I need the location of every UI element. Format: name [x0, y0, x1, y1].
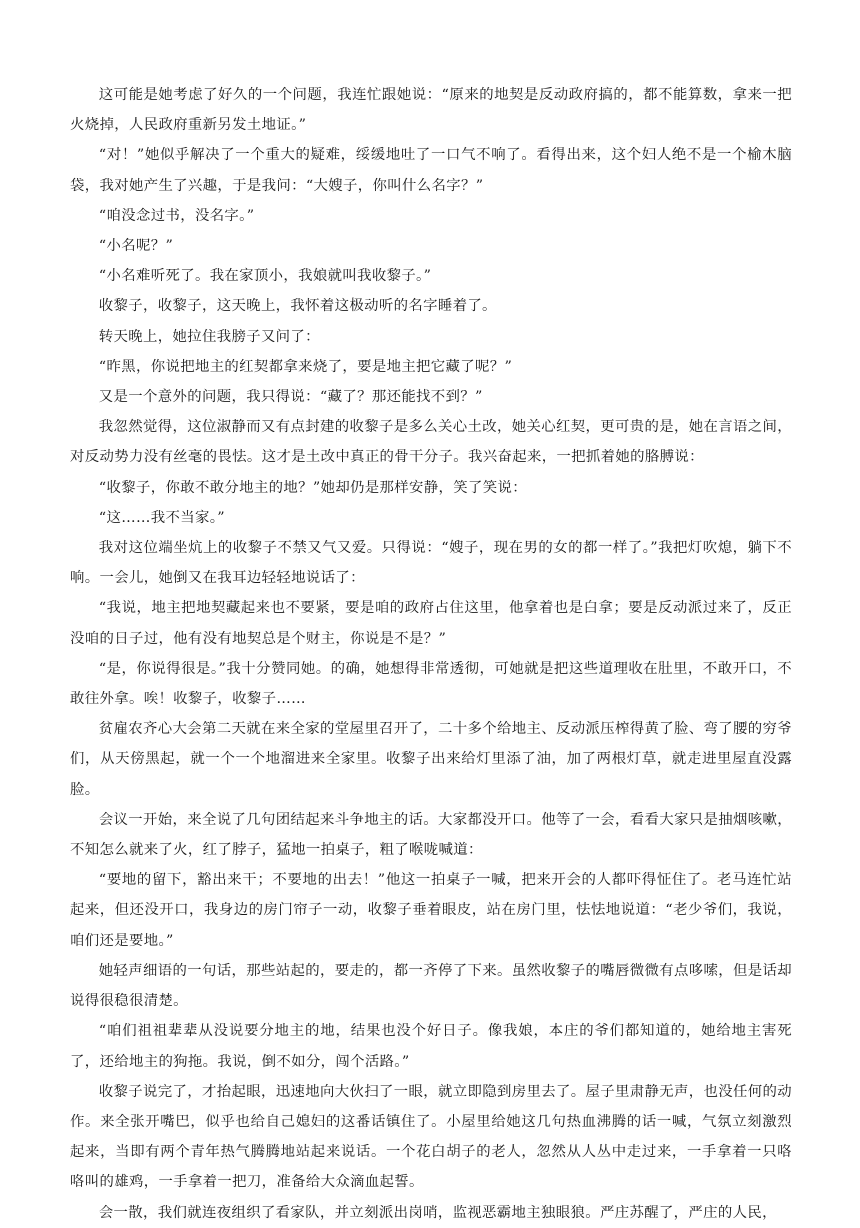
- paragraph: 贫雇农齐心大会第二天就在来全家的堂屋里召开了，二十多个给地主、反动派压榨得黄了脸、弯了腰的穷爷们，从天傍黑起，就一个一个地溜进来全家里。收黎子出来给灯里添了油，加了两根灯草，就走进里屋直没露脸。: [70, 721, 792, 798]
- paragraph: “咱们祖祖辈辈从没说要分地主的地，结果也没个好日子。像我娘，本庄的爷们都知道的，她给地主害死了，还给地主的狗拖。我说，倒不如分，闯个活路。”: [70, 1023, 792, 1070]
- paragraph: 收黎子说完了，才抬起眼，迅速地向大伙扫了一眼，就立即隐到房里去了。屋子里肃静无声，也没任何的动作。来全张开嘴巴，似乎也给自己媳妇的这番话镇住了。小屋里给她这几句热血沸腾的话一喊，气氛立刻激烈起来，当即有两个青年热气腾腾地站起来说话。一个花白胡子的老人，忽然从人丛中走过来，一手拿着一只咯咯叫的雄鸡，一手拿着一把刀，准备给大众滴血起誓。: [70, 1083, 792, 1191]
- paragraph: “小名难听死了。我在家顶小，我娘就叫我收黎子。”: [98, 268, 432, 285]
- paragraph: “小名呢？”: [98, 238, 174, 255]
- paragraph: “对！”她似乎解决了一个重大的疑难，绥缓地吐了一口气不响了。看得出来，这个妇人绝不是一个榆木脑袋，我对她产生了兴趣，于是我问：“大嫂子，你叫什么名字？”: [70, 147, 792, 194]
- paragraph: “我说，地主把地契藏起来也不要紧，要是咱的政府占住这里，他拿着也是白拿；要是反动派过来了，反正没咱的日子过，他有没有地契总是个财主，你说是不是？”: [70, 600, 792, 647]
- paragraph: 会一散，我们就连夜组织了看家队，并立刻派出岗哨，监视恶霸地主独眼狼。严庄苏醒了，严庄的人民，: [98, 1204, 777, 1221]
- paragraph: “昨黑，你说把地主的红契都拿来烧了，要是地主把它藏了呢？”: [98, 358, 513, 375]
- paragraph: “这……我不当家。”: [98, 509, 225, 526]
- paragraph: 转天晚上，她拉住我膀子又问了：: [98, 328, 320, 345]
- paragraph: 会议一开始，来全说了几句团结起来斗争地主的话。大家都没开口。他等了一会，看看大家只是抽烟咳嗽，不知怎么就来了火，红了脖子，猛地一拍桌子，粗了喉咙喊道：: [70, 811, 792, 859]
- paragraph: 我对这位端坐炕上的收黎子不禁又气又爱。只得说：“嫂子，现在男的女的都一样了。”我把灯吹熄，躺下不响。一会儿，她倒又在我耳边轻轻地说话了：: [70, 540, 792, 587]
- paragraph: 收黎子，收黎子，这天晚上，我怀着这极动听的名字睡着了。: [98, 298, 497, 315]
- paragraph: 我忽然觉得，这位淑静而又有点封建的收黎子是多么关心土改，她关心红契，更可贵的是，她在言语之间，对反动势力没有丝毫的畏怯。这才是土改中真正的骨干分子。我兴奋起来，一把抓着她的胳膊说：: [70, 419, 792, 466]
- paragraph: “收黎子，你敢不敢分地主的地？”她却仍是那样安静，笑了笑说：: [98, 479, 527, 496]
- paragraph: “要地的留下，豁出来干；不要地的出去！”他这一拍桌子一喊，把来开会的人都吓得怔住了。老马连忙站起来，但还没开口，我身边的房门帘子一动，收黎子垂着眼皮，站在房门里，怯怯地说道：“老少爷们，我说，咱们还是要地。”: [70, 872, 792, 949]
- paragraph: 又是一个意外的问题，我只得说：“藏了？那还能找不到？”: [98, 389, 483, 406]
- document-body: [70, 80, 792, 1228]
- paragraph: “咱没念过书，没名字。”: [98, 207, 255, 224]
- paragraph: 她轻声细语的一句话，那些站起的，要走的，都一齐停了下来。虽然收黎子的嘴唇微微有点哆嗦，但是话却说得很稳很清楚。: [70, 962, 792, 1010]
- paragraph: 这可能是她考虑了好久的一个问题，我连忙跟她说：“原来的地契是反动政府搞的，都不能算数，拿来一把火烧掉，人民政府重新另发土地证。”: [70, 87, 792, 134]
- paragraph: “是，你说得很是。”我十分赞同她。的确，她想得非常透彻，可她就是把这些道理收在肚里，不敢开口，不敢往外拿。唉！收黎子，收黎子……: [70, 660, 792, 708]
